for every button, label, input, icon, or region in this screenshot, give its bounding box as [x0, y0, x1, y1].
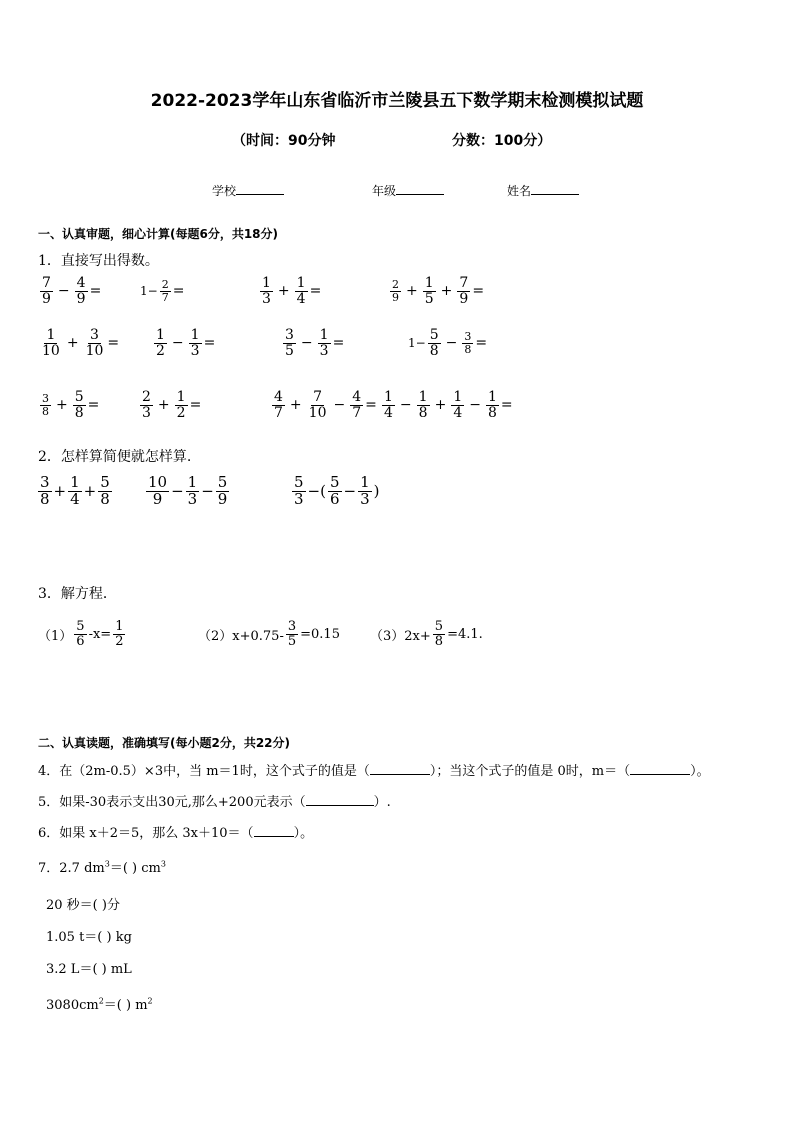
question-3-label: 3．解方程．: [38, 586, 117, 602]
grade-field: 年级: [372, 182, 444, 199]
question-7-item-4: 3.2 L＝( ) mL: [46, 962, 132, 977]
question-1-label: 1．直接写出得数。: [38, 253, 159, 269]
q1-expr-5: $\frac{1}{10}$ + $\frac{3}{10}$ =: [42, 327, 120, 359]
q1-expr-8: 1− $\frac{5}{8}$ − $\frac{3}{8}$ =: [408, 327, 488, 359]
section-1-heading: 一、认真审题，细心计算(每题6分，共18分): [38, 227, 279, 241]
q3-equation-3: （3）2x+ $\frac{5}{8}$ =4.1.: [370, 619, 483, 649]
q1-expr-10: $\frac{2}{3}$ + $\frac{1}{2}$ =: [142, 389, 202, 421]
question-7-item-2: 20 秒＝( )分: [46, 898, 120, 913]
q1-expr-11: $\frac{4}{7}$ + $\frac{7}{10}$ − $\frac{4}{7}$ =: [274, 389, 377, 421]
q2-expr-2: $\frac{10}{9}$ − $\frac{1}{3}$ − $\frac{5}{9}$: [148, 473, 228, 508]
name-field: 姓名: [507, 182, 579, 199]
question-7: 7．2.7 $dm^3=$( ) $cm^3$: [38, 859, 166, 876]
q1-expr-2: 1− $\frac{2}{7}$ =: [140, 278, 185, 304]
q3-equation-2: （2）x+0.75- $\frac{3}{5}$ =0.15: [198, 619, 340, 649]
time-label: （时间：90分钟: [232, 133, 336, 149]
score-label: 分数：100分）: [452, 133, 552, 149]
page-title: 2022-2023学年山东省临沂市兰陵县五下数学期末检测模拟试题: [150, 91, 644, 111]
q1-expr-12: $\frac{1}{4}$ − $\frac{1}{8}$ + $\frac{1}{4}$ − $\frac{1}{8}$ =: [384, 389, 513, 421]
q1-expr-6: $\frac{1}{2}$ − $\frac{1}{3}$ =: [156, 327, 216, 359]
q1-expr-3: $\frac{1}{3}$ + $\frac{1}{4}$ =: [262, 275, 322, 307]
question-5: 5．如果-30表示支出30元,那么+200元表示（ ）.: [38, 795, 391, 810]
q1-expr-1: $\frac{7}{9}$ − $\frac{4}{9}$ =: [42, 275, 102, 307]
q1-expr-7: $\frac{3}{5}$ − $\frac{1}{3}$ =: [285, 327, 345, 359]
question-7-item-5: $3080cm^2=$( ) $m^2$: [46, 996, 153, 1013]
question-7-item-3: 1.05 t＝( ) kg: [46, 930, 132, 945]
q2-expr-1: $\frac{3}{8}$ + $\frac{1}{4}$ + $\frac{5}{8}$: [40, 473, 110, 508]
q3-equation-1: （1） $\frac{5}{6}$ -x= $\frac{1}{2}$: [38, 619, 124, 649]
question-6: 6．如果 x＋2＝5，那么 3x＋10＝（ ）。: [38, 826, 314, 841]
question-4: 4．在（2m-0.5）×3中，当 m＝1时，这个式子的值是（ ）；当这个式子的值是 0时，m＝（ ）。: [38, 764, 710, 779]
question-2-label: 2．怎样算简便就怎样算.: [38, 449, 192, 465]
q1-expr-4: $\frac{2}{9}$ + $\frac{1}{5}$ + $\frac{7}{9}$ =: [392, 275, 485, 307]
section-2-heading: 二、认真读题，准确填写(每小题2分，共22分): [38, 736, 291, 750]
school-field: 学校: [212, 182, 284, 199]
q2-expr-3: $\frac{5}{3}$ −( $\frac{5}{6}$ − $\frac{1}{3}$ ): [294, 473, 380, 508]
q1-expr-9: $\frac{3}{8}$ + $\frac{5}{8}$ =: [42, 389, 100, 421]
